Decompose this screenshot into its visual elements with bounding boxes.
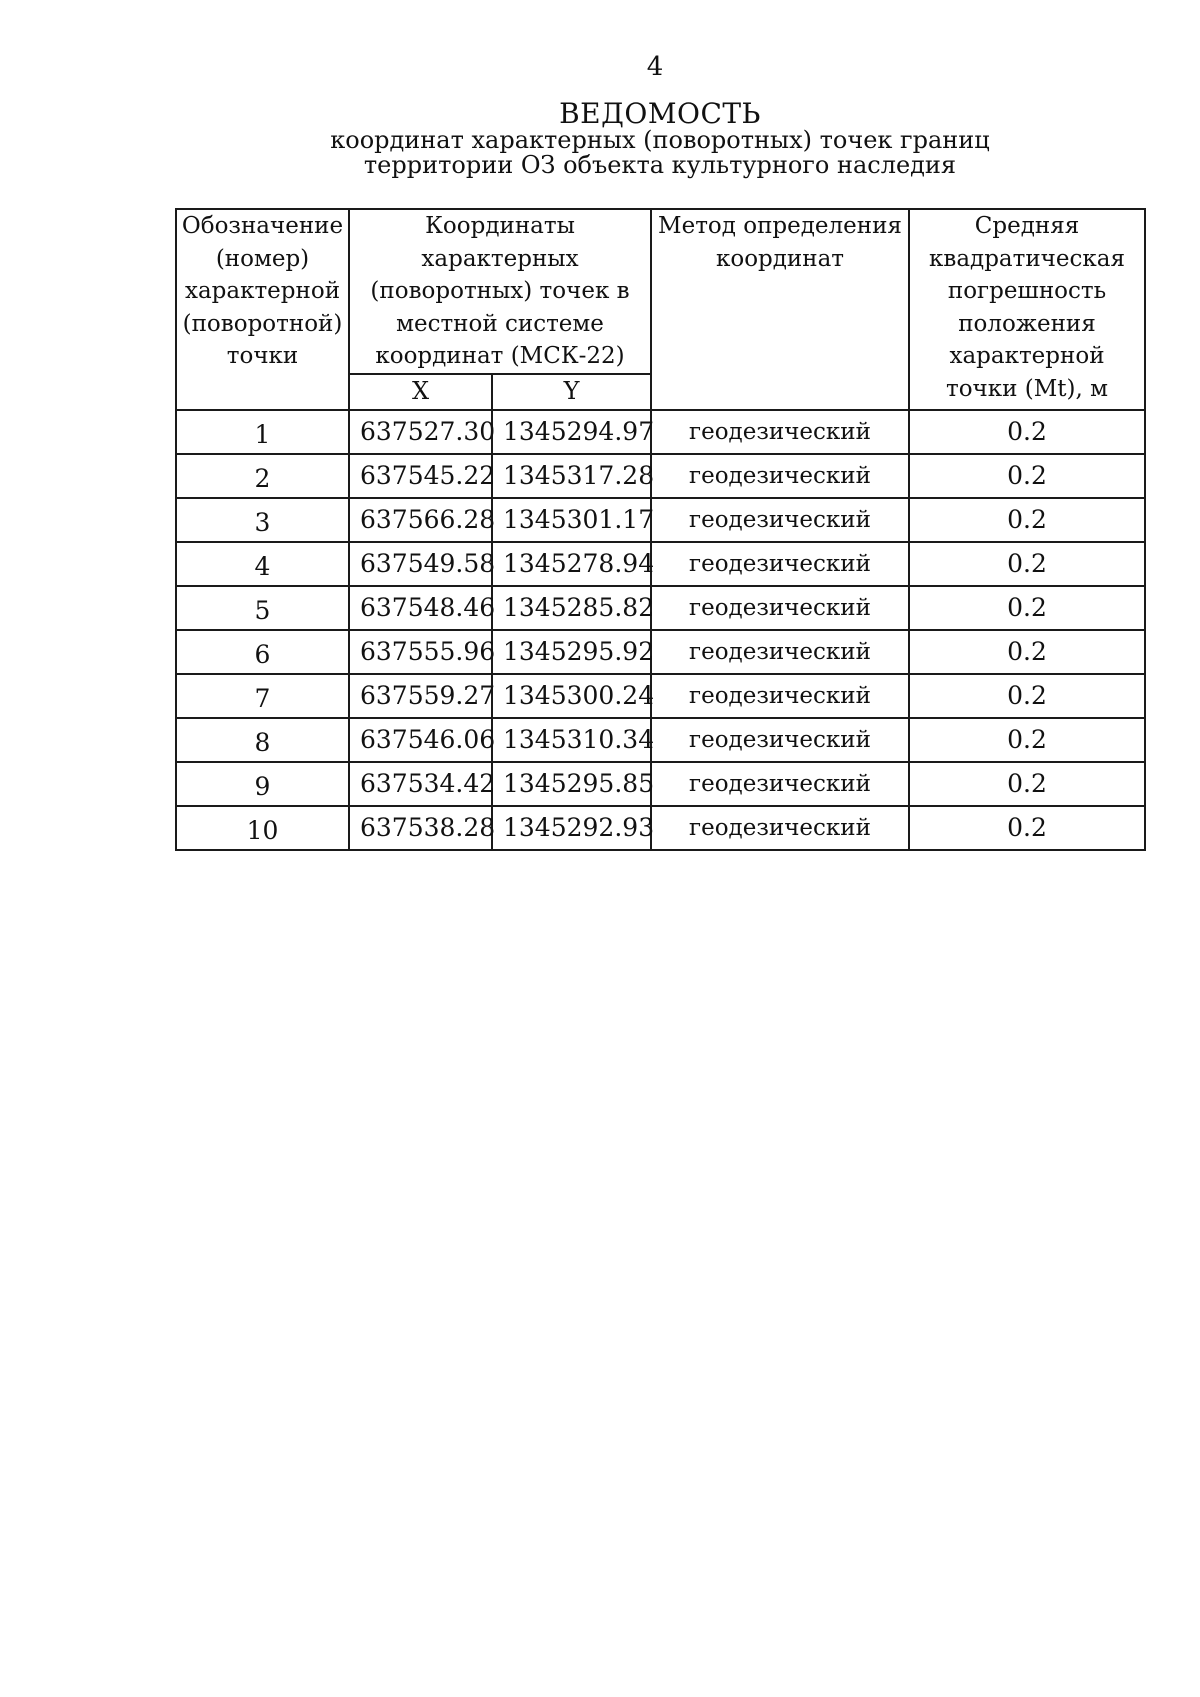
table-row [176, 542, 1145, 586]
mean-square-error: 0.2 [909, 806, 1145, 850]
x-coordinate: 637546.06 [349, 718, 492, 762]
x-coordinate: 637534.42 [349, 762, 492, 806]
method: геодезический [651, 498, 909, 542]
header-text: характерной [184, 278, 341, 304]
method: геодезический [651, 586, 909, 630]
table-row [176, 630, 1145, 674]
table-row [176, 806, 1145, 850]
table-row [176, 410, 1145, 454]
mean-square-error: 0.2 [909, 674, 1145, 718]
table-row [176, 718, 1145, 762]
x-coordinate: 637555.96 [349, 630, 492, 674]
mean-square-error: 0.2 [909, 586, 1145, 630]
header-text: положения [958, 310, 1096, 337]
method: геодезический [651, 630, 909, 674]
header-text: местной системе [396, 310, 604, 337]
header-text: (поворотной) [182, 310, 343, 337]
header-text: координат (МСК-22) [375, 343, 625, 369]
point-number: 5 [176, 586, 349, 630]
table-row [176, 498, 1145, 542]
x-coordinate: 637538.28 [349, 806, 492, 850]
table-row [176, 586, 1145, 630]
header-text: Средняя [974, 213, 1080, 239]
header-text: Координаты [425, 213, 575, 239]
point-number: 6 [176, 630, 349, 674]
header-coordinates [349, 209, 651, 374]
point-number: 9 [176, 762, 349, 806]
subtitle-line: территории ОЗ объекта культурного наследия [363, 151, 957, 179]
x-coordinate: 637559.27 [349, 674, 492, 718]
y-coordinate: 1345294.97 [492, 410, 651, 454]
mean-square-error: 0.2 [909, 498, 1145, 542]
table-row [176, 762, 1145, 806]
method: геодезический [651, 410, 909, 454]
y-coordinate: 1345295.85 [492, 762, 651, 806]
coordinates-table [175, 208, 1146, 851]
point-number: 7 [176, 674, 349, 718]
point-number: 8 [176, 718, 349, 762]
y-coordinate: 1345278.94 [492, 542, 651, 586]
document-title: ВЕДОМОСТЬ [559, 97, 761, 130]
y-coordinate: 1345300.24 [492, 674, 651, 718]
point-number: 4 [176, 542, 349, 586]
y-coordinate: 1345310.34 [492, 718, 651, 762]
header-x: X [349, 374, 492, 410]
header-text: квадратическая [929, 245, 1125, 272]
subtitle-line: координат характерных (поворотных) точек границ [330, 126, 990, 154]
x-coordinate: 637527.30 [349, 410, 492, 454]
mean-square-error: 0.2 [909, 410, 1145, 454]
header-text: (номер) [215, 245, 310, 272]
mean-square-error: 0.2 [909, 762, 1145, 806]
header-text: точки (Mt), м [945, 375, 1109, 402]
y-coordinate: 1345285.82 [492, 586, 651, 630]
point-number: 10 [176, 806, 349, 850]
point-number: 2 [176, 454, 349, 498]
mean-square-error: 0.2 [909, 542, 1145, 586]
header-point-designation [176, 209, 349, 410]
table-row [176, 454, 1145, 498]
method: геодезический [651, 674, 909, 718]
method: геодезический [651, 718, 909, 762]
table-row [176, 674, 1145, 718]
page-number: 4 [646, 52, 664, 82]
header-text: координат [715, 245, 845, 272]
y-coordinate: 1345317.28 [492, 454, 651, 498]
method: геодезический [651, 454, 909, 498]
header-text: характерной [949, 343, 1105, 369]
mean-square-error: 0.2 [909, 718, 1145, 762]
x-coordinate: 637545.22 [349, 454, 492, 498]
y-coordinate: 1345292.93 [492, 806, 651, 850]
header-text: погрешность [947, 278, 1107, 304]
point-number: 3 [176, 498, 349, 542]
document-subtitle [0, 128, 1200, 178]
header-text: точки [226, 343, 299, 369]
x-coordinate: 637548.46 [349, 586, 492, 630]
header-text: (поворотных) точек в [370, 278, 630, 304]
method: геодезический [651, 542, 909, 586]
mean-square-error: 0.2 [909, 454, 1145, 498]
header-method [651, 209, 909, 410]
mean-square-error: 0.2 [909, 630, 1145, 674]
method: геодезический [651, 762, 909, 806]
y-coordinate: 1345301.17 [492, 498, 651, 542]
header-text: Метод определения [658, 213, 902, 239]
x-coordinate: 637566.28 [349, 498, 492, 542]
method: геодезический [651, 806, 909, 850]
header-mean-square-error [909, 209, 1145, 410]
header-text: Обозначение [181, 213, 344, 239]
header-text: характерных [421, 245, 579, 272]
point-number: 1 [176, 410, 349, 454]
header-y: Y [492, 374, 651, 410]
x-coordinate: 637549.58 [349, 542, 492, 586]
y-coordinate: 1345295.92 [492, 630, 651, 674]
